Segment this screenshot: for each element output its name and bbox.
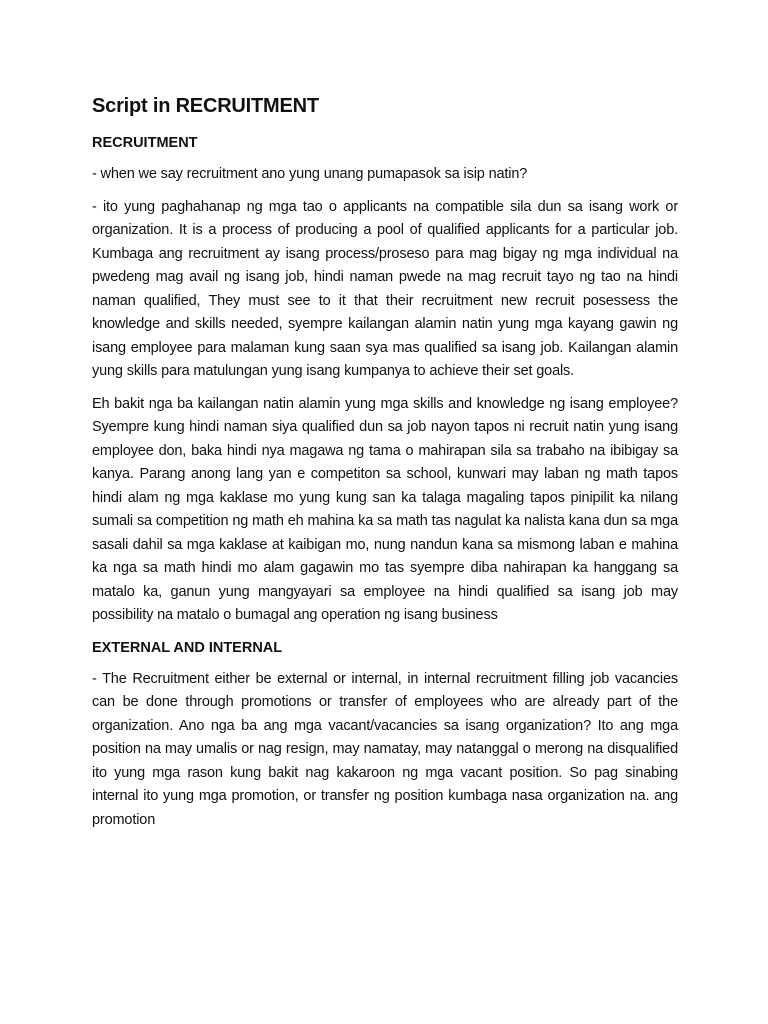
document-page	[92, 92, 678, 841]
section-heading-recruitment: RECRUITMENT	[92, 135, 198, 151]
paragraph: - when we say recruitment ano yung unang pumapasok sa isip natin?	[92, 166, 528, 182]
paragraph: - The Recruitment either be external or internal, in internal recruitment filling job vacancies can be done through promotions or transfer of employees who are already part of the organization. Ano nga ba ang mga vacant/vacancies sa isang organization? Ito ang mga position na may umalis or nag resign, may namatay, may natanggal o merong na disqualified ito yung mga rason kung bakit nag kakaroon ng mga vacant position. So pag sinabing internal ito yung mga promotion, or transfer ng position kumbaga nasa organization na. ang promotion	[92, 670, 678, 828]
paragraph: - ito yung paghahanap ng mga tao o applicants na compatible sila dun sa isang work or organization. It is a process of producing a pool of qualified applicants for a particular job. Kumbaga ang recruitment ay isang process/proseso para mag bigay ng mga individual na pwedeng mag avail ng isang job, hindi naman pwede na mag recruit tayo ng tao na hindi naman qualified, They must see to it that their recruitment new recruit posessess the knowledge and skills needed, syempre kailangan alamin natin yung mga kayang gawin ng isang employee para malaman kung saan sya mas qualified sa isang job. Kailangan alamin yung skills para matulungan yung isang kumpanya to achieve their set goals.	[92, 198, 678, 379]
paragraph: Eh bakit nga ba kailangan natin alamin yung mga skills and knowledge ng isang employee? Syempre kung hindi naman siya qualified dun sa job nayon tapos ni recruit natin yung isang employee don, baka hindi nya magawa ng tama o mahirapan sila sa trabaho na ibibigay sa kanya. Parang anong lang yan e competiton sa school, kunwari may laban ng math tapos hindi alam ng mga kaklase mo yung kung san ka talaga magaling tapos pinipilit ka nilang sumali sa competition ng math eh mahina ka sa math tas nagulat ka nalista kana dun sa mga sasali dahil sa mga kaklase at kaibigan mo, nung nandun kana sa mismong laban e mahina ka nga sa math hindi mo alam gagawin mo tas syempre diba nahirapan ka hanggang sa matalo ka, ganun yung mangyayari sa employee na hindi qualified sa isang job may possibility na matalo o bumagal ang operation ng isang business	[92, 395, 678, 623]
section-heading-external-internal: EXTERNAL AND INTERNAL	[92, 639, 283, 656]
page-title: Script in RECRUITMENT	[92, 95, 319, 117]
